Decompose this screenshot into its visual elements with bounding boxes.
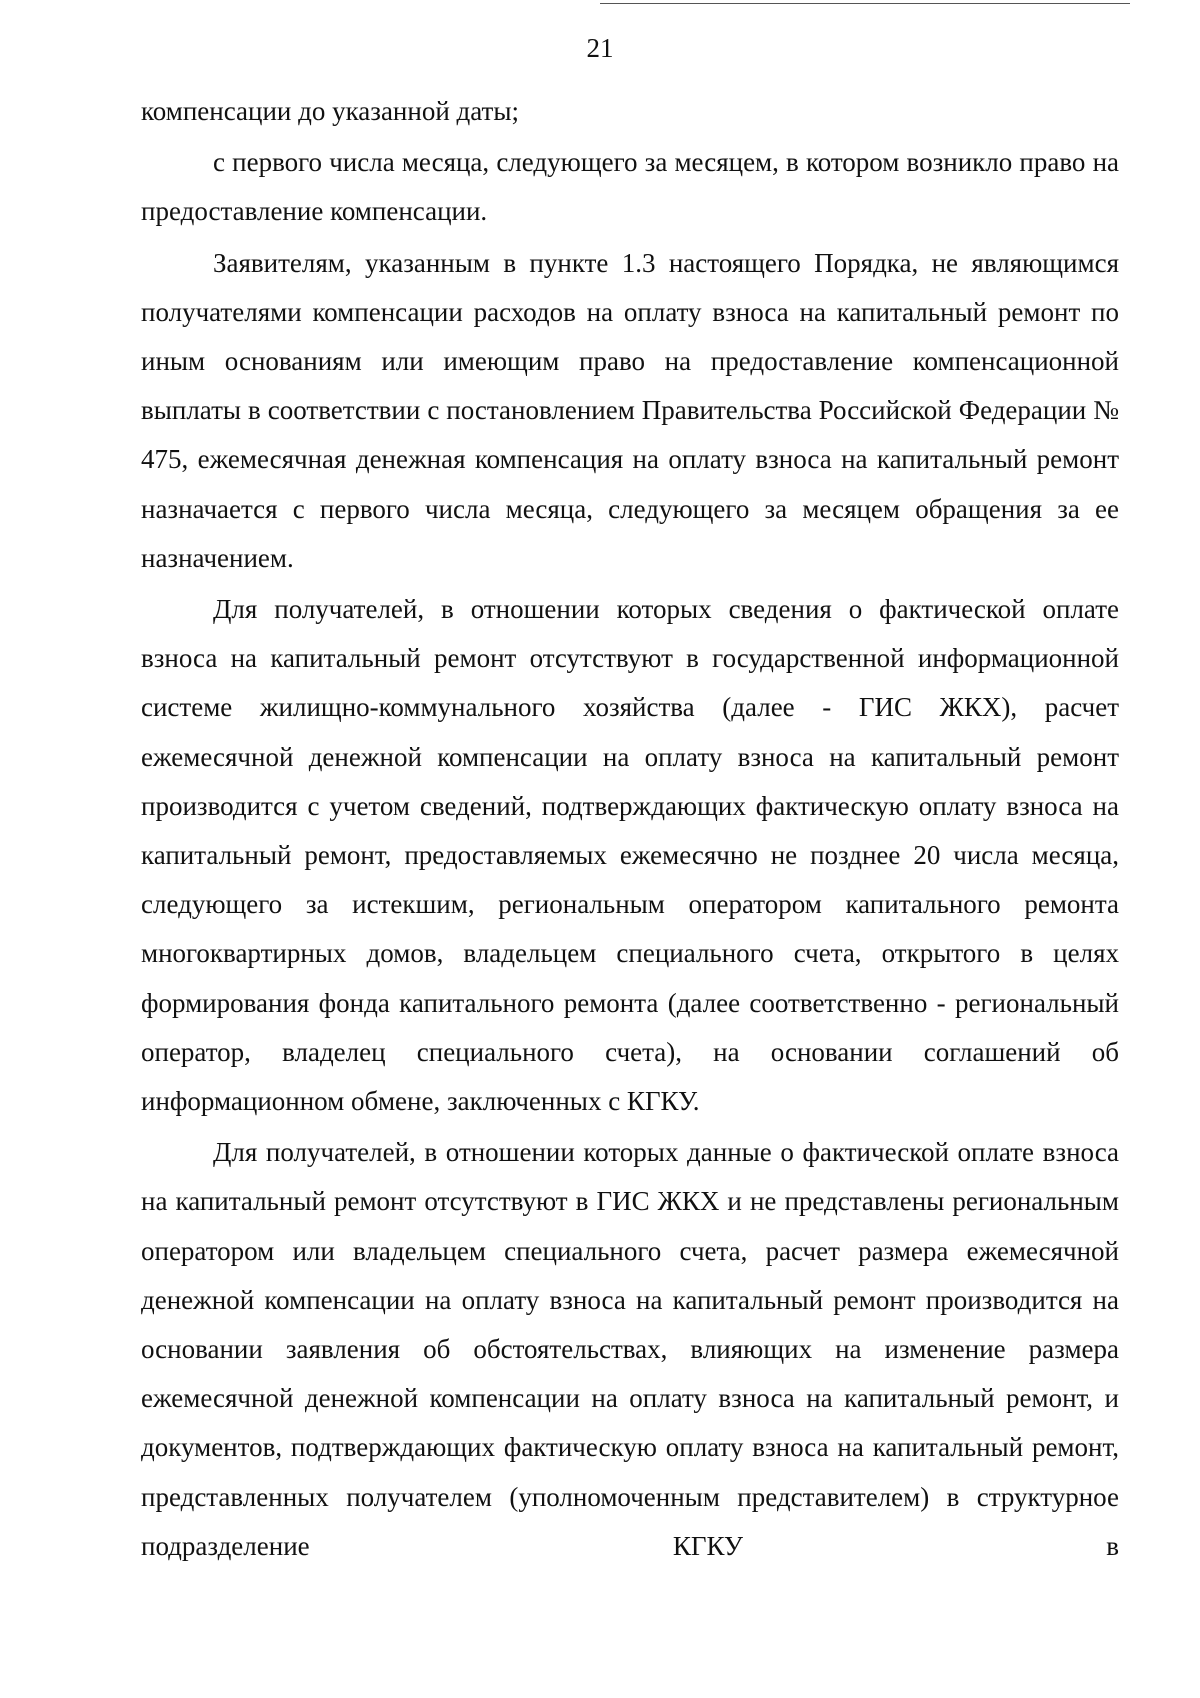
paragraph: Заявителям, указанным в пункте 1.3 настоящего Порядка, не являющимся получателями компенсации расходов на оплату взноса на капитальный ремонт по иным основаниям или имеющим право на предоставление компенсационной выплаты в соответствии с постановлением Правительства Российской Федерации № 475, ежемесячная денежная компенсация на оплату взноса на капитальный ремонт назначается с первого числа месяца, следующего за месяцем обращения за ее назначением. [141, 247, 1119, 573]
paragraph: Для получателей, в отношении которых данные о фактической оплате взноса на капитальный ремонт отсутствуют в ГИС ЖКХ и не представлены региональным оператором или владельцем специального счета, расчет размера ежемесячной денежной компенсации на оплату взноса на капитальный ремонт производится на основании заявления об обстоятельствах, влияющих на изменение размера ежемесячной денежной компенсации на оплату взноса на капитальный ремонт, и документов, подтверждающих фактическую оплату взноса на капитальный ремонт, представленных получателем (уполномоченным представителем) в структурное подразделение КГКУ в [141, 1137, 1119, 1561]
top-rule [600, 3, 1130, 4]
paragraph: Для получателей, в отношении которых сведения о фактической оплате взноса на капитальный ремонт отсутствуют в государственной информационной системе жилищно-коммунального хозяйства (далее - ГИС ЖКХ), расчет ежемесячной денежной компенсации на оплату взноса на капитальный ремонт производится с учетом сведений, подтверждающих фактическую оплату взноса на капитальный ремонт, предоставляемых ежемесячно не позднее 20 числа месяца, следующего за истекшим, региональным оператором капитального ремонта многоквартирных домов, владельцем специального счета, открытого в целях формирования фонда капитального ремонта (далее соответственно - региональный оператор, владелец специального счета), на основании соглашений об информационном обмене, заключенных с КГКУ. [141, 594, 1119, 1117]
page-number: 21 [586, 33, 614, 63]
document-body [141, 87, 1119, 1571]
paragraph-continuation: компенсации до указанной даты; [141, 96, 519, 126]
paragraph: с первого числа месяца, следующего за месяцем, в котором возникло право на предоставление компенсации. [141, 147, 1119, 227]
